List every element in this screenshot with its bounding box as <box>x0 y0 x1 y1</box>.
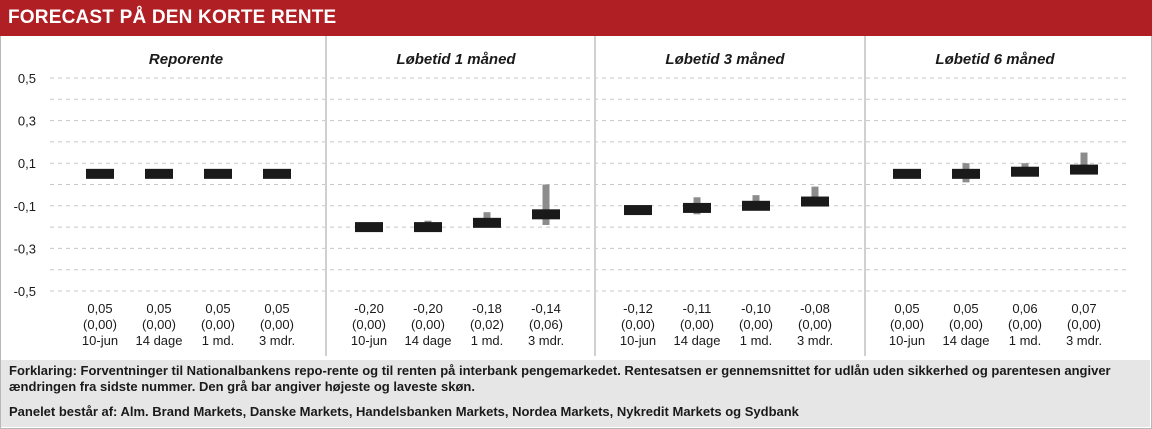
value-label: -0,20 <box>354 301 384 316</box>
mean-marker <box>624 205 652 215</box>
panel-title: Løbetid 3 måned <box>665 51 785 68</box>
header-banner <box>0 0 1152 36</box>
value-label: 0,05 <box>146 301 172 316</box>
change-label: (0,00) <box>352 317 386 332</box>
change-label: (0,00) <box>201 317 235 332</box>
value-label: 0,05 <box>205 301 231 316</box>
mean-marker <box>145 169 173 179</box>
change-label: (0,00) <box>411 317 445 332</box>
mean-marker <box>86 169 114 179</box>
y-tick-label: -0,1 <box>13 198 36 214</box>
y-tick-label: 0,1 <box>17 156 36 172</box>
value-label: -0,08 <box>800 301 830 316</box>
header-title: FORECAST PÅ DEN KORTE RENTE <box>8 7 337 28</box>
mean-marker <box>263 169 291 179</box>
horizon-label: 1 md. <box>1008 333 1042 348</box>
y-tick-label: 0,3 <box>17 113 36 129</box>
mean-marker <box>532 209 560 219</box>
change-label: (0,00) <box>142 317 176 332</box>
value-label: -0,12 <box>623 301 653 316</box>
range-bar-chart <box>0 36 1152 360</box>
value-label: -0,20 <box>413 301 443 316</box>
horizon-label: 14 dage <box>135 333 183 348</box>
horizon-label: 1 md. <box>201 333 235 348</box>
value-label: 0,07 <box>1071 301 1097 316</box>
horizon-label: 10-jun <box>350 333 388 348</box>
mean-marker <box>355 222 383 232</box>
footer-explanation: Forklaring: Forventninger til Nationalbankens repo-rente og til renten på interbank pengemarkedet. Rentesatsen er gennemsnittet for udlån uden sikkerhed og parentesen angiver ændringen fra sidste nummer. Den grå bar angiver højeste og laveste skøn. <box>9 363 1111 394</box>
panel-title: Reporente <box>148 51 224 68</box>
value-label: 0,05 <box>953 301 979 316</box>
change-label: (0,00) <box>890 317 924 332</box>
change-label: (0,00) <box>949 317 983 332</box>
mean-marker <box>801 197 829 207</box>
horizon-label: 14 dage <box>673 333 721 348</box>
panel-title: Løbetid 1 måned <box>396 51 516 68</box>
change-label: (0,00) <box>260 317 294 332</box>
value-label: -0,10 <box>741 301 771 316</box>
y-tick-label: -0,3 <box>13 241 36 257</box>
value-label: 0,06 <box>1012 301 1038 316</box>
horizon-label: 10-jun <box>888 333 926 348</box>
change-label: (0,00) <box>798 317 832 332</box>
mean-marker <box>893 169 921 179</box>
value-label: -0,11 <box>682 301 712 316</box>
mean-marker <box>742 201 770 211</box>
value-label: -0,18 <box>472 301 502 316</box>
footer-panel-members: Panelet består af: Alm. Brand Markets, Danske Markets, Handelsbanken Markets, Nordea Markets, Nykredit Markets og Sydbank <box>9 404 799 419</box>
value-label: -0,14 <box>531 301 561 316</box>
horizon-label: 10-jun <box>619 333 657 348</box>
value-label: 0,05 <box>894 301 920 316</box>
change-label: (0,00) <box>1008 317 1042 332</box>
mean-marker <box>204 169 232 179</box>
mean-marker <box>1070 165 1098 175</box>
mean-marker <box>473 218 501 228</box>
horizon-label: 14 dage <box>942 333 990 348</box>
y-tick-label: 0,5 <box>17 71 36 86</box>
mean-marker <box>1011 167 1039 177</box>
horizon-label: 3 mdr. <box>796 333 834 348</box>
change-label: (0,00) <box>739 317 773 332</box>
horizon-label: 3 mdr. <box>1065 333 1103 348</box>
change-label: (0,00) <box>83 317 117 332</box>
change-label: (0,02) <box>470 317 504 332</box>
footer-box <box>1 360 1150 427</box>
horizon-label: 3 mdr. <box>527 333 565 348</box>
change-label: (0,06) <box>529 317 563 332</box>
mean-marker <box>414 222 442 232</box>
y-tick-label: -0,5 <box>13 284 36 299</box>
value-label: 0,05 <box>87 301 113 316</box>
horizon-label: 14 dage <box>404 333 452 348</box>
panel-title: Løbetid 6 måned <box>935 51 1055 68</box>
value-label: 0,05 <box>264 301 290 316</box>
mean-marker <box>683 203 711 213</box>
horizon-label: 1 md. <box>470 333 504 348</box>
change-label: (0,00) <box>621 317 655 332</box>
change-label: (0,00) <box>1067 317 1101 332</box>
horizon-label: 1 md. <box>739 333 773 348</box>
change-label: (0,00) <box>680 317 714 332</box>
mean-marker <box>952 169 980 179</box>
horizon-label: 10-jun <box>81 333 119 348</box>
horizon-label: 3 mdr. <box>258 333 296 348</box>
